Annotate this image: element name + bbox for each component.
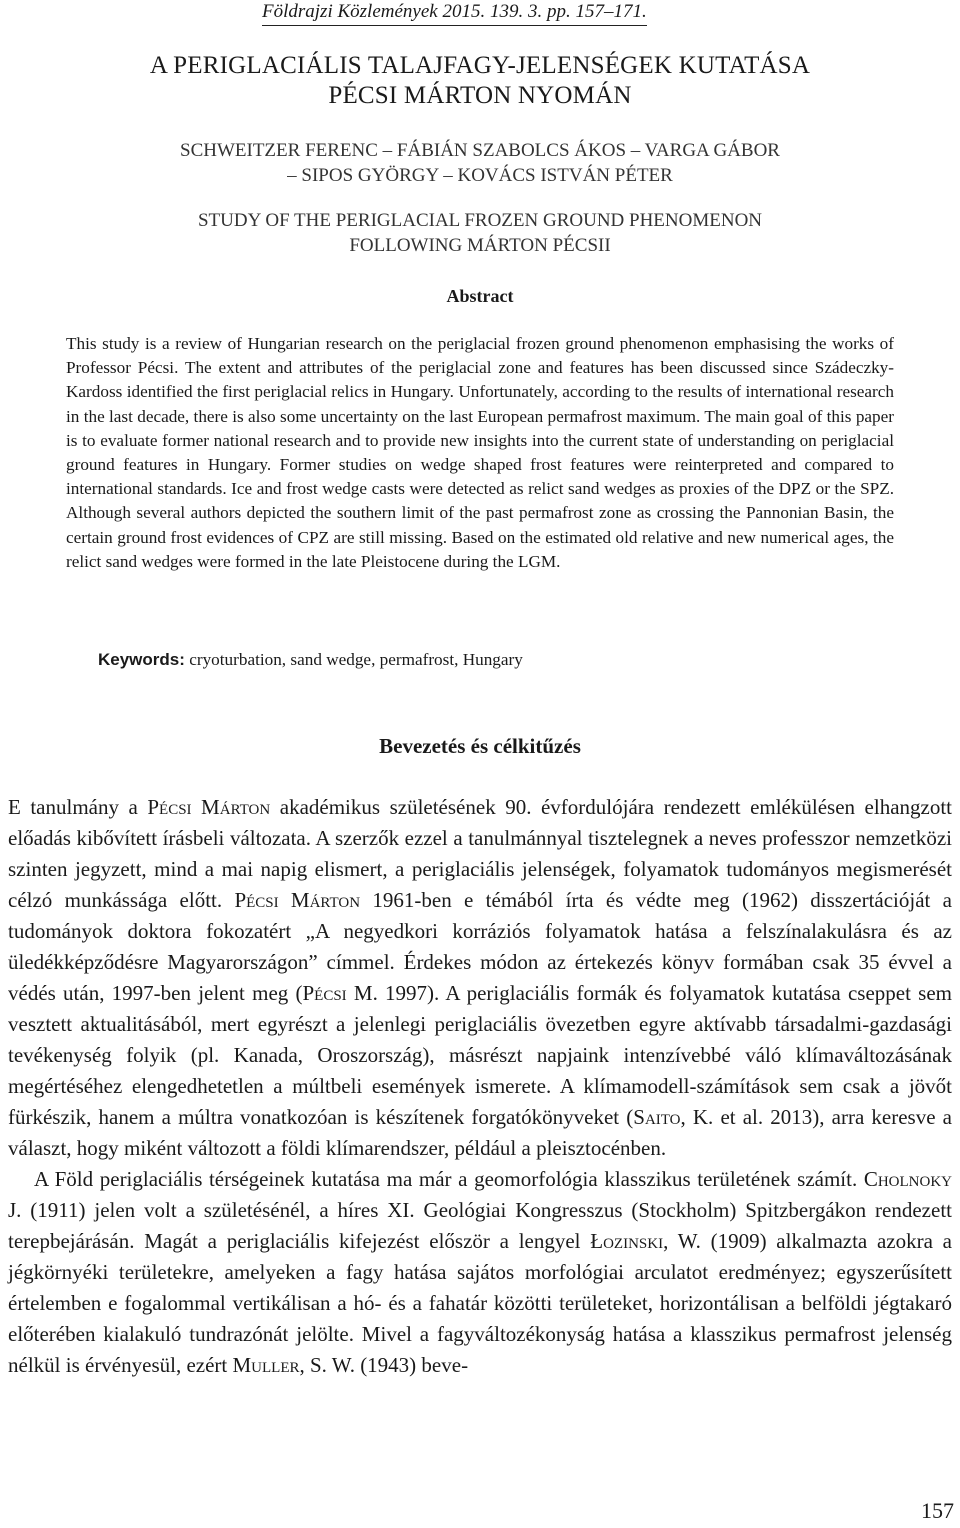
paragraph-1: E tanulmány a Pécsi Márton akadémikus születésének 90. évfordulójára rendezett emlékülésen elhangzott előadás kibővített írásbeli változata. A szerzők ezzel a tanulmánnyal tisztelegnek a neves professzor nemzetközi szinten jegyzett, mind a mai napig elismert, a periglaciális jelenségek, folyamatok tudományos megismerését célzó munkássága előtt. Pécsi Márton 1961-ben e témából írta és védte meg (1962) disszertációját a tudományok doktora fokozatért „A negyedkori korráziós folyamatok hatása a felszínalakulásra és az üledékképződésre Magyarországon” címmel. Érdekes módon az értekezés könyv formában csak 35 évvel a védés után, 1997-ben jelent meg (Pécsi M. 1997). A periglaciális formák és folyamatok kutatása cseppet sem vesztett aktualitásából, mert egyrészt a jelenlegi periglaciális övezetben egyre aktívabb társadalmi-gazdasági tevékenység folyik (pl. Kanada, Oroszország), másrészt napjaink intenzívebbé váló klímaváltozásának megértéséhez elengedhetetlen a múltbeli események ismerete. A klímamodell-számítások sem csak a jövőt fürkészik, hanem a múltra vonatkozóan is készítenek forgatókönyveket (Saito, K. et al. 2013), arra keresve a választ, hogy miként változott a földi klímarendszer, például a pleisztocénben. <box>8 795 953 1160</box>
article-title <box>0 51 960 111</box>
english-title <box>0 208 960 258</box>
article-title-line-1: A PERIGLACIÁLIS TALAJFAGY-JELENSÉGEK KUTATÁSA <box>149 52 811 79</box>
author-name-cholnoky: Cholnoky <box>863 1167 952 1191</box>
author-list-line-2: – SIPOS GYÖRGY – KOVÁCS ISTVÁN PÉTER <box>287 165 673 186</box>
author-name-pecsi: Pécsi Márton <box>234 888 361 912</box>
author-name-saito: Saito <box>633 1105 681 1129</box>
keywords-value: cryoturbation, sand wedge, permafrost, Hungary <box>184 650 523 669</box>
author-list <box>0 138 960 188</box>
abstract-heading: Abstract <box>446 286 514 306</box>
author-name-muller: Muller <box>232 1353 300 1377</box>
keywords <box>98 648 898 672</box>
section-heading: Bevezetés és célkitűzés <box>379 734 581 758</box>
paragraph-2: A Föld periglaciális térségeinek kutatása ma már a geomorfológia klasszikus területének számít. Cholnoky J. (1911) jelen volt a születésénél, a híres XI. Geológiai Kongresszus (Stockholm) Spitzbergákon rendezett terepbejárásán. Magát a periglaciális kifejezést először a lengyel Łozinski, W. (1909) alkalmazta azokra a jégkörnyéki területekre, amelyeken a fagy hatása sajátos morfológiai arculatot eredményez; egyszerűsített értelemben e fogalommal vertikálisan a hó- és a fahatár közötti területeket, horizontálisan a belföldi jégtakaró előterében kialakuló tundrazónát jelölte. Mivel a fagyváltozékonyság hatása a klasszikus permafrost jelenség nélkül is érvényesül, ezért Muller, S. W. (1943) beve- <box>8 1167 952 1377</box>
author-name-pecsi: Pécsi Márton <box>147 795 271 819</box>
journal-reference: Földrajzi Közlemények 2015. 139. 3. pp. 157–171. <box>262 0 647 26</box>
abstract-body <box>66 332 894 574</box>
keywords-label: Keywords: <box>98 650 185 669</box>
author-list-line-1: SCHWEITZER FERENC – FÁBIÁN SZABOLCS ÁKOS – VARGA GÁBOR <box>180 140 780 161</box>
article-title-line-2: PÉCSI MÁRTON NYOMÁN <box>328 82 632 109</box>
author-name-lozinski: Łozinski <box>590 1229 664 1253</box>
abstract-text: This study is a review of Hungarian research on the periglacial frozen ground phenomenon emphasising the works of Professor Pécsi. The extent and attributes of the periglacial zone and features has been discussed since Szádeczky-Kardoss identified the first periglacial relics in Hungary. Unfortunately, according to the results of international research in the last decade, there is also some uncertainty on the last European permafrost maximum. The main goal of this paper is to evaluate former national research and to provide new insights into the current state of understanding on periglacial ground features in Hungary. Former studies on wedge shaped frost features were reinterpreted and compared to international standards. Ice and frost wedge casts were detected as relict sand wedges as proxies of the DPZ or the SPZ. Although several authors depicted the southern limit of the past permafrost zone as crossing the Pannonian Basin, the certain ground frost evidences of CPZ are still missing. Based on the estimated old relative and new numerical ages, the relict sand wedges were formed in the late Pleistocene during the LGM. <box>66 334 894 571</box>
author-name-pecsi: Pécsi <box>302 981 347 1005</box>
english-title-line-2: FOLLOWING MÁRTON PÉCSII <box>349 235 611 256</box>
page-number: 157 <box>921 1498 954 1523</box>
body-text <box>8 792 952 1381</box>
english-title-line-1: STUDY OF THE PERIGLACIAL FROZEN GROUND PHENOMENON <box>197 210 763 231</box>
